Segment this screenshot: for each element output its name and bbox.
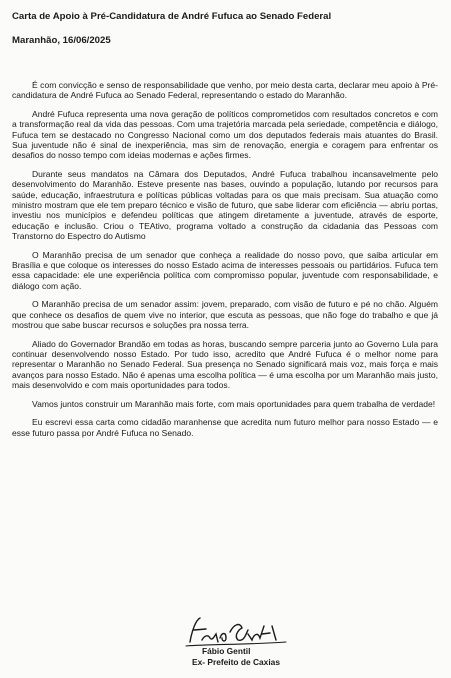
paragraph: É com convicção e senso de responsabilidade que venho, por meio desta carta, declarar meu apoio à Pré-candidatura de André Fufuca ao Senado Federal, representando o estado do Maranhão.	[12, 80, 438, 101]
paragraph: Eu escrevi essa carta como cidadão maranhense que acredita num futuro melhor para nosso Estado — e esse futuro passa por André Fufuca no Senado.	[12, 417, 438, 438]
letter-title: Carta de Apoio à Pré-Candidatura de André Fufuca ao Senado Federal	[12, 11, 332, 22]
paragraph: O Maranhão precisa de um senador assim: jovem, preparado, com visão de futuro e pé no chão. Alguém que conhece os desafios de quem vive no interior, que escuta as pessoas, que não foge do trabalho e que já mostrou que sabe buscar recursos e soluções pra nossa terra.	[12, 299, 438, 331]
letter-body	[12, 80, 438, 446]
signer-name: Fábio Gentil	[202, 646, 251, 656]
paragraph: Vamos juntos construir um Maranhão mais forte, com mais oportunidades para quem trabalha de verdade!	[32, 398, 436, 409]
place-date: Maranhão, 16/06/2025	[12, 35, 111, 46]
signer-role: Ex- Prefeito de Caxias	[192, 657, 280, 667]
paragraph: O Maranhão precisa de um senador que conheça a realidade do nosso povo, que saiba articular em Brasília e que coloque os interesses do nosso Estado acima de interesses pessoais ou partidários. Fufuca tem essa capacidade: ele une experiência política com compromisso popular, juventude com responsabilidade, e diálogo com ação.	[12, 249, 438, 291]
paragraph: Aliado do Governador Brandão em todas as horas, buscando sempre parceria junto ao Governo Lula para continuar desenvolvendo nosso Estado. Por tudo isso, acredito que André Fufuca é o melhor nome para representar o Maranhão no Senado Federal. Sua presença no Senado significará mais voz, mais força e mais avanços para nosso Estado. Não é apenas uma escolha política — é uma escolha por um Maranhão mais justo, mais desenvolvido e com mais oportunidades para todos.	[12, 338, 438, 391]
paragraph: Durante seus mandatos na Câmara dos Deputados, André Fufuca trabalhou incansavelmente pelo desenvolvimento do Maranhão. Esteve presente nas bases, ouvindo a população, lutando por recursos para saúde, educação, infraestrutura e políticas públicas voltadas para os que mais precisam. Sua atuação como ministro mostram que ele tem preparo técnico e visão de futuro, que sabe liderar com eficiência — abriu portas, investiu nos municípios e defendeu políticas que atingem diretamente a juventude, através de esporte, educação e inclusão. Criou o TEAtivo, programa voltado a construção da cidadania das Pessoas com Transtorno do Espectro do Autismo	[12, 169, 438, 242]
signature-block	[182, 612, 312, 672]
paragraph: André Fufuca representa uma nova geração de políticos comprometidos com resultados concretos e com a transformação real da vida das pessoas. Com uma trajetória marcada pela seriedade, competência e diálogo, Fufuca tem se destacado no Congresso Nacional como um dos deputados federais mais atuantes do Brasil. Sua juventude não é sinal de inexperiência, mas sim de renovação, energia e coragem para enfrentar os desafios do nosso tempo com ideias modernas e ações firmes.	[12, 108, 438, 161]
